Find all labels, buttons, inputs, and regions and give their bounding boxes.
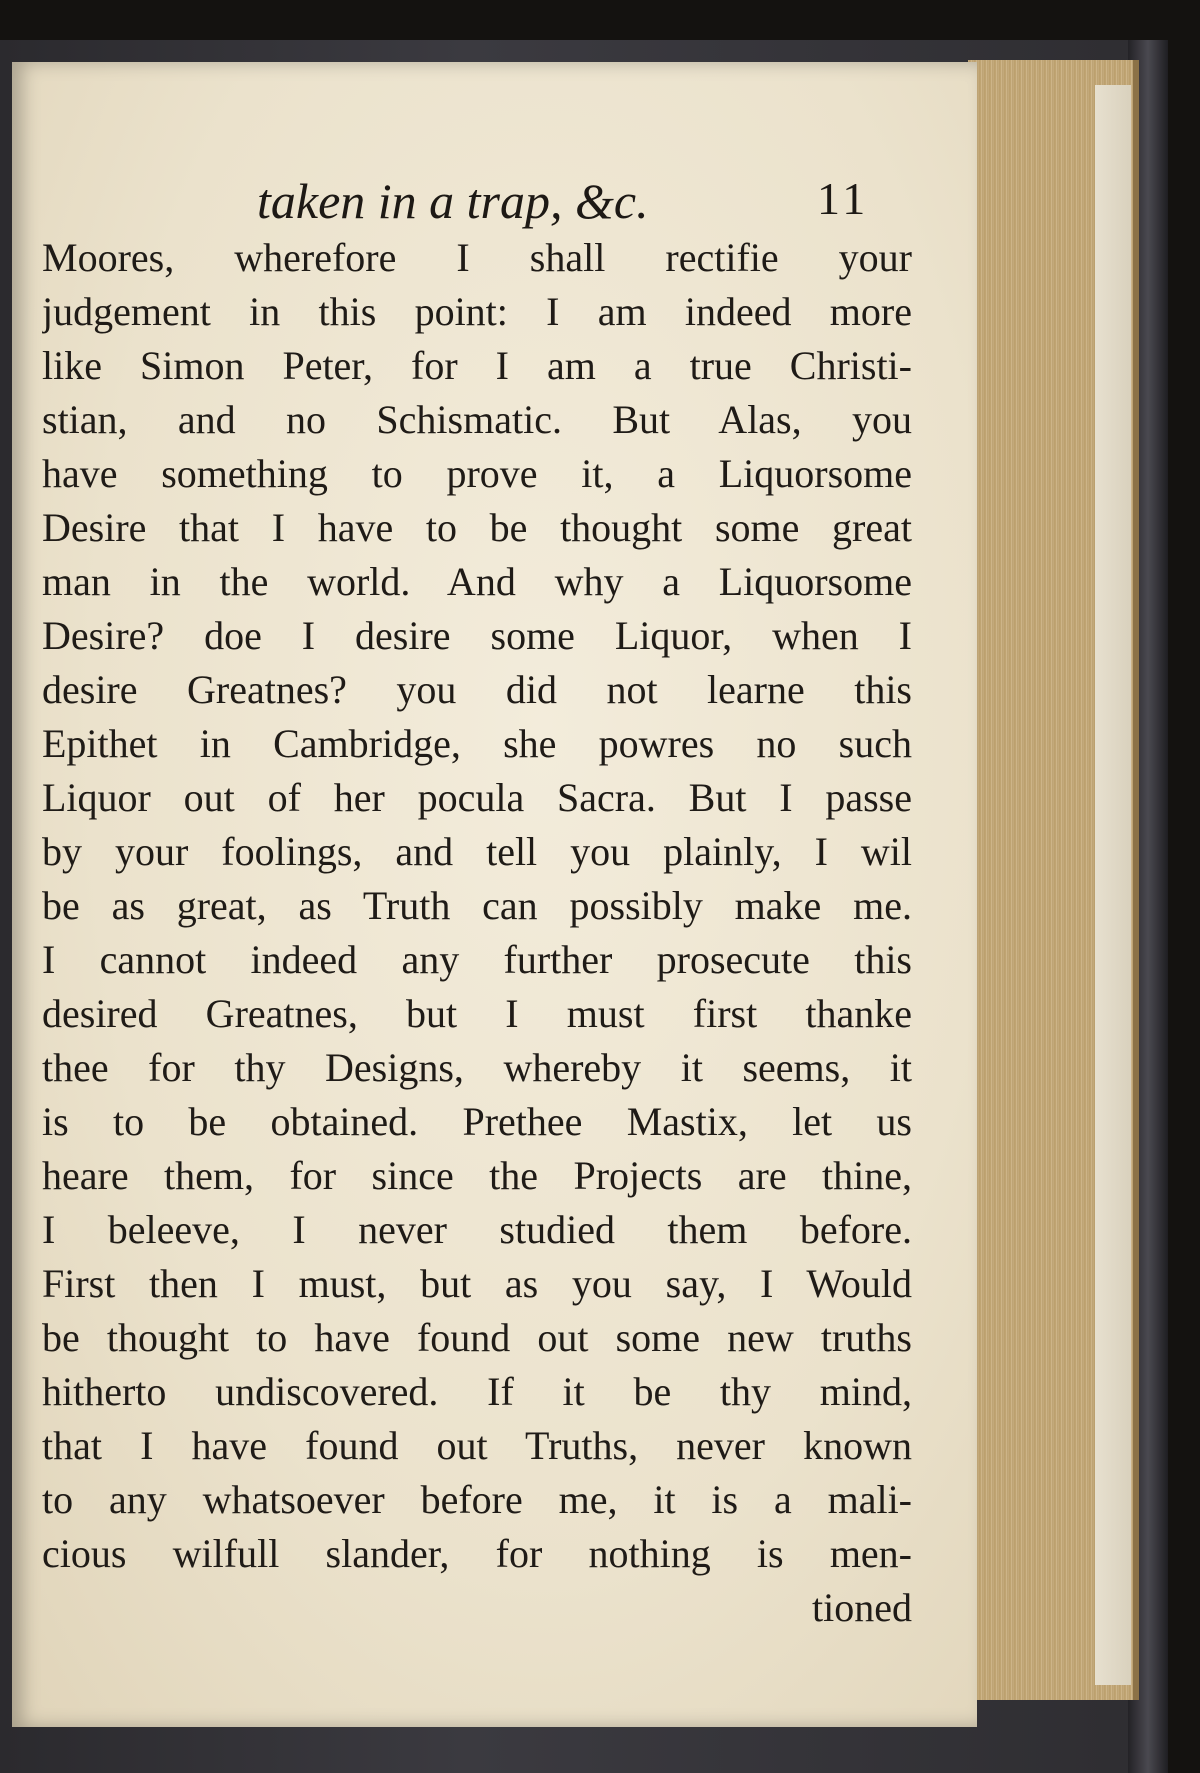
- text-line: cious wilfull slander, for nothing is men-: [42, 1531, 912, 1576]
- body-text: [12, 62, 977, 1727]
- text-line: Desire that I have to be thought some great: [42, 505, 912, 550]
- text-line: desire Greatnes? you did not learne this: [42, 667, 912, 712]
- text-line: like Simon Peter, for I am a true Christi-: [42, 343, 912, 388]
- text-line: be thought to have found out some new truths: [42, 1315, 912, 1360]
- page-number: 11: [817, 173, 870, 224]
- text-line: by your foolings, and tell you plainly, I wil: [42, 829, 912, 874]
- text-line: desired Greatnes, but I must first thanke: [42, 991, 912, 1036]
- text-line: man in the world. And why a Liquorsome: [42, 559, 912, 604]
- text-line: Moores, wherefore I shall rectifie your: [42, 235, 912, 280]
- running-head-title: taken in a trap, &c.: [257, 173, 649, 229]
- text-line: Desire? doe I desire some Liquor, when I: [42, 613, 912, 658]
- text-line: I beleeve, I never studied them before.: [42, 1207, 912, 1252]
- text-line: Liquor out of her pocula Sacra. But I passe: [42, 775, 912, 820]
- text-line: heare them, for since the Projects are thine,: [42, 1153, 912, 1198]
- text-line: to any whatsoever before me, it is a mali-: [42, 1477, 912, 1522]
- text-line: hitherto undiscovered. If it be thy mind,: [42, 1369, 912, 1414]
- book-page: [12, 62, 977, 1727]
- text-line: Epithet in Cambridge, she powres no such: [42, 721, 912, 766]
- text-line: stian, and no Schismatic. But Alas, you: [42, 397, 912, 442]
- page-stack-flyleaf: [1095, 85, 1131, 1685]
- text-line: that I have found out Truths, never known: [42, 1423, 912, 1468]
- text-line: thee for thy Designs, whereby it seems, it: [42, 1045, 912, 1090]
- text-line: First then I must, but as you say, I Would: [42, 1261, 912, 1306]
- text-line: be as great, as Truth can possibly make me.: [42, 883, 912, 928]
- text-line: have something to prove it, a Liquorsome: [42, 451, 912, 496]
- text-line: is to be obtained. Prethee Mastix, let us: [42, 1099, 912, 1144]
- text-line: judgement in this point: I am indeed more: [42, 289, 912, 334]
- catchword: tioned: [812, 1585, 912, 1630]
- text-line: I cannot indeed any further prosecute this: [42, 937, 912, 982]
